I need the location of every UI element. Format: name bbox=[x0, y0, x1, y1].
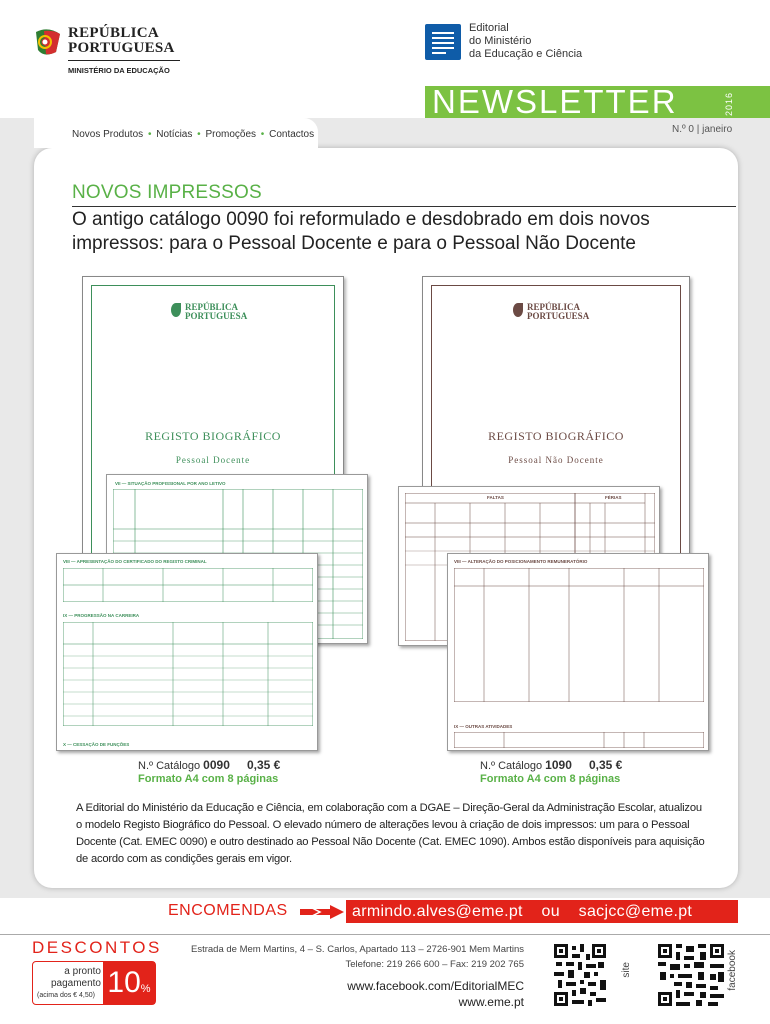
facebook-link[interactable]: www.facebook.com/EditorialMEC bbox=[347, 979, 524, 993]
booklet-logo bbox=[513, 303, 589, 321]
booklet-logo-line1: REPÚBLICA bbox=[527, 302, 581, 312]
section-title: NOVOS IMPRESSOS bbox=[72, 182, 262, 203]
editorial-name bbox=[469, 22, 582, 61]
order-email-1[interactable]: armindo.alves@eme.pt bbox=[352, 903, 523, 920]
product-docente-format: Formato A4 com 8 páginas bbox=[138, 773, 279, 785]
sheet-section-title: FÉRIAS bbox=[605, 495, 622, 500]
booklet-logo-line2: PORTUGUESA bbox=[185, 311, 248, 321]
promo-text bbox=[39, 966, 101, 990]
orders-label: ENCOMENDAS bbox=[168, 902, 288, 919]
newsletter-year: 2016 bbox=[724, 91, 734, 116]
editorial-line3: da Educação e Ciência bbox=[469, 48, 583, 60]
org-ministry: MINISTÉRIO DA EDUCAÇÃO bbox=[68, 66, 170, 75]
promo-minimum: (acima dos € 4,50) bbox=[37, 992, 95, 999]
issue-number: N.º 0 | janeiro bbox=[672, 124, 733, 135]
sheet-section-title: IX — PROGRESSÃO NA CARREIRA bbox=[63, 613, 140, 618]
nav-item-noticias[interactable]: Notícias bbox=[156, 129, 193, 140]
org-name-line1: REPÚBLICA bbox=[68, 25, 160, 41]
orders-contact-box bbox=[346, 900, 738, 923]
nav-item-novos-produtos[interactable]: Novos Produtos bbox=[72, 129, 144, 140]
sheet-table bbox=[63, 622, 313, 726]
discount-badge bbox=[32, 961, 156, 1005]
qr-code-site-icon[interactable] bbox=[554, 944, 602, 1004]
product-nao-docente-format: Formato A4 com 8 páginas bbox=[480, 773, 621, 785]
qr-facebook-label: facebook bbox=[727, 950, 738, 991]
catalog-price: 0,35 € bbox=[246, 758, 281, 772]
section-rule bbox=[72, 206, 736, 207]
site-link[interactable]: www.eme.pt bbox=[458, 995, 524, 1009]
product-nao-docente-caption bbox=[480, 758, 622, 772]
product-docente-caption bbox=[138, 758, 280, 772]
promo-unit: % bbox=[140, 983, 151, 995]
catalog-number: 1090 bbox=[545, 758, 572, 772]
nav-separator: • bbox=[197, 129, 201, 140]
web-links bbox=[300, 978, 524, 1010]
booklet-subtitle: Pessoal Não Docente bbox=[508, 455, 604, 465]
org-divider bbox=[68, 60, 180, 61]
phone-line: Telefone: 219 266 600 – Fax: 219 202 765 bbox=[345, 959, 524, 970]
address-line: Estrada de Mem Martins, 4 – S. Carlos, Apartado 113 – 2726-901 Mem Martins bbox=[190, 944, 524, 955]
qr-site-label: site bbox=[621, 962, 632, 978]
editorial-line1: Editorial bbox=[469, 22, 509, 34]
arrow-right-icon bbox=[300, 904, 344, 920]
sheet-section-title: X — CESSAÇÃO DE FUNÇÕES bbox=[63, 742, 130, 747]
footer-divider bbox=[0, 934, 770, 935]
booklet-subtitle: Pessoal Docente bbox=[175, 455, 251, 465]
sheet-section-title: IX — OUTRAS ATIVIDADES bbox=[454, 724, 513, 729]
org-name-line2: PORTUGUESA bbox=[68, 40, 175, 56]
contact-address bbox=[168, 942, 524, 972]
sheet-section-title: VII — SITUAÇÃO PROFISSIONAL POR ANO LETIVO bbox=[115, 481, 226, 486]
promo-line2: pagamento bbox=[50, 978, 101, 989]
top-nav bbox=[72, 129, 314, 140]
booklet-logo bbox=[171, 303, 247, 321]
org-name bbox=[68, 26, 175, 56]
booklet-title: REGISTO BIOGRÁFICO bbox=[145, 429, 281, 443]
nav-separator: • bbox=[260, 129, 265, 140]
sheet-docente-front bbox=[56, 553, 318, 751]
article-body: A Editorial do Ministério da Educação e Ciência, em colaboração com a DGAE – Direção-Geral da Administração Escolar, atualizou o modelo Registo Biográfico do Pessoal. O elevado número de alterações levou à criação de dois impressos: um para o Pessoal Docente (Cat. EMEC 0090) e outro destinado ao Pessoal Não Docente (Cat. EMEC 1090). Ambos estão disponíveis para aquisição de acordo com as condições gerais em vigor. bbox=[76, 802, 705, 865]
sheet-table bbox=[454, 732, 704, 748]
promo-percentage bbox=[103, 962, 155, 1004]
sheet-section-title: VIII — APRESENTAÇÃO DO CERTIFICADO DO REGISTO CRIMINAL bbox=[63, 559, 207, 564]
catalog-number: 0090 bbox=[203, 758, 230, 772]
booklet-title: REGISTO BIOGRÁFICO bbox=[488, 429, 624, 443]
nav-item-promocoes[interactable]: Promoções bbox=[205, 129, 257, 140]
section-headline: O antigo catálogo 0090 foi reformulado e desdobrado em dois novos impressos: para o Pessoal Docente e para o Pessoal Não Docente bbox=[72, 209, 650, 254]
sheet-section-title: FALTAS bbox=[487, 495, 504, 500]
catalog-price: 0,35 € bbox=[588, 758, 623, 772]
sheet-nao-docente-front bbox=[447, 553, 709, 751]
promo-line1: a pronto bbox=[64, 966, 101, 977]
editorial-book-icon bbox=[425, 24, 461, 60]
nav-item-contactos[interactable]: Contactos bbox=[269, 129, 315, 140]
sheet-section-title: VIII — ALTERAÇÃO DO POSICIONAMENTO REMUNERATÓRIO bbox=[454, 559, 588, 564]
catalog-label: N.º Catálogo bbox=[480, 760, 543, 772]
qr-code-facebook-icon[interactable] bbox=[658, 944, 706, 1004]
nav-separator: • bbox=[147, 129, 152, 140]
order-email-2[interactable]: sacjcc@eme.pt bbox=[578, 903, 693, 920]
sheet-table bbox=[454, 568, 704, 702]
promo-value: 10 bbox=[107, 966, 141, 999]
editorial-line2: do Ministério bbox=[469, 35, 532, 47]
newsletter-title: NEWSLETTER bbox=[432, 83, 678, 120]
sheet-table bbox=[63, 568, 313, 602]
catalog-label: N.º Catálogo bbox=[138, 760, 201, 772]
booklet-logo-line1: REPÚBLICA bbox=[185, 302, 239, 312]
discounts-label: DESCONTOS bbox=[32, 938, 162, 957]
booklet-logo-line2: PORTUGUESA bbox=[527, 311, 590, 321]
order-or-text: ou bbox=[541, 903, 560, 920]
republica-flag-icon bbox=[34, 28, 62, 58]
